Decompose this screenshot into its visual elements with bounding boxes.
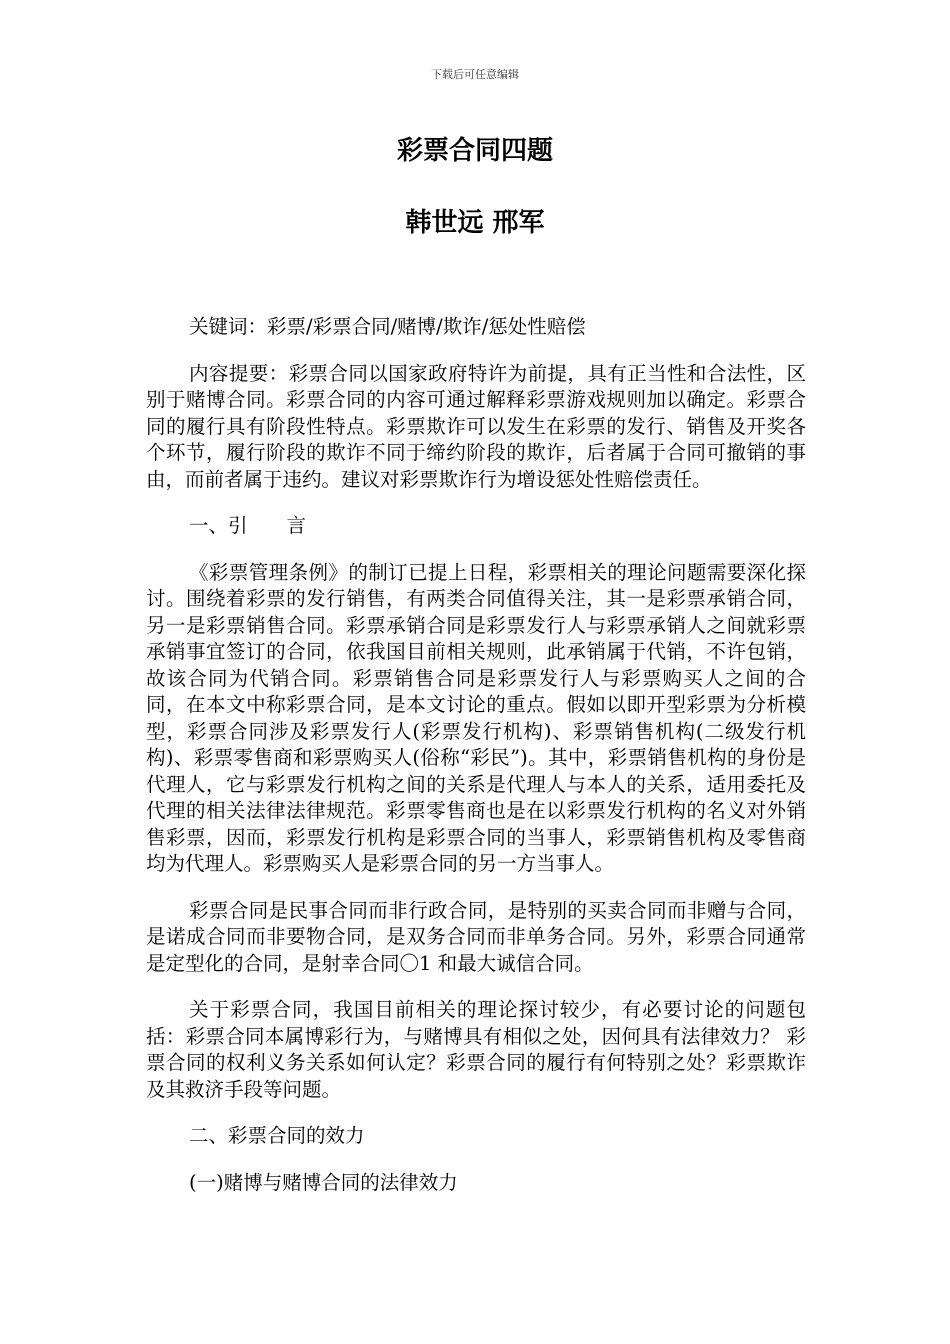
- keywords-paragraph: 关键词：彩票/彩票合同/赌博/欺诈/惩处性赔偿: [189, 315, 586, 338]
- document-body: [146, 314, 806, 1216]
- section-1-heading: 一、引 言: [189, 514, 307, 537]
- document-title: 彩票合同四题: [396, 136, 553, 166]
- subsection-1-heading: (一)赌博与赌博合同的法律效力: [189, 1170, 458, 1194]
- body-paragraph-2: 彩票合同是民事合同而非行政合同，是特别的买卖合同而非赠与合同，是诺成合同而非要物合同，是双务合同而非单务合同。另外，彩票合同通常是定型化的合同，是射幸合同〇1 和最大诚信合同。: [146, 898, 806, 975]
- section-2-heading: 二、彩票合同的效力: [189, 1124, 365, 1147]
- header-note: 下载后可任意编辑: [431, 68, 519, 81]
- document-authors: 韩世远 邢军: [405, 208, 545, 238]
- body-paragraph-1: 《彩票管理条例》的制订已提上日程，彩票相关的理论问题需要深化探讨。围绕着彩票的发行销售，有两类合同值得关注，其一是彩票承销合同，另一是彩票销售合同。彩票承销合同是彩票发行人与彩票承销人之间就彩票承销事宜签订的合同，依我国目前相关规则，此承销属于代销，不许包销，故该合同为代销合同。彩票销售合同是彩票发行人与彩票购买人之间的合同，在本文中称彩票合同，是本文讨论的重点。假如以即开型彩票为分析模型，彩票合同涉及彩票发行人(彩票发行机构)、彩票销售机构(二级发行机构)、彩票零售商和彩票购买人(俗称“彩民”)。其中，彩票销售机构的身份是代理人，它与彩票发行机构之间的关系是代理人与本人的关系，适用委托及代理的相关法律法律规范。彩票零售商也是在以彩票发行机构的名义对外销售彩票，因而，彩票发行机构是彩票合同的当事人，彩票销售机构及零售商均为代理人。彩票购买人是彩票合同的另一方当事人。: [146, 560, 806, 875]
- body-paragraph-3: 关于彩票合同，我国目前相关的理论探讨较少，有必要讨论的问题包括：彩票合同本属博彩行为，与赌博具有相似之处，因何具有法律效力？ 彩票合同的权利义务关系如何认定？彩票合同的履行有何特别之处？彩票欺诈及其救济手段等问题。: [146, 998, 806, 1101]
- abstract-paragraph: 内容提要：彩票合同以国家政府特许为前提，具有正当性和合法性，区别于赌博合同。彩票合同的内容可通过解释彩票游戏规则加以确定。彩票合同的履行具有阶段性特点。彩票欺诈可以发生在彩票的发行、销售及开奖各个环节，履行阶段的欺诈不同于缔约阶段的欺诈，后者属于合同可撤销的事由，而前者属于违约。建议对彩票欺诈行为增设惩处性赔偿责任。: [146, 361, 806, 491]
